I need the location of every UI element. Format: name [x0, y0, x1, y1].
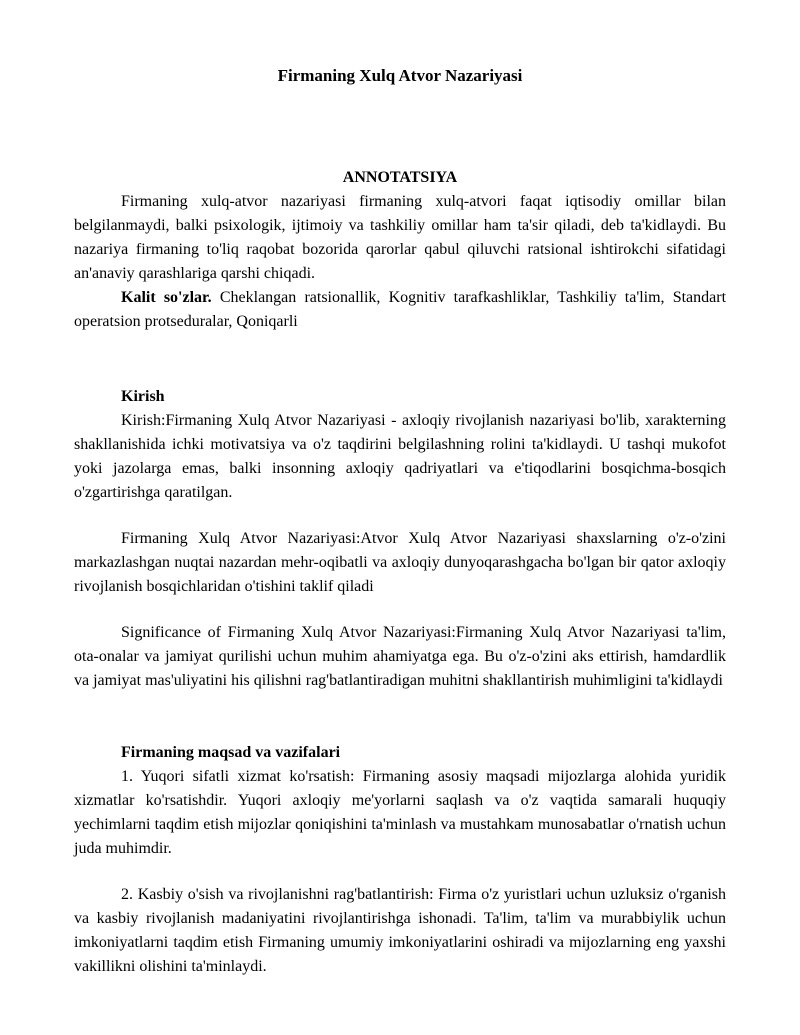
keywords-paragraph	[74, 286, 726, 334]
intro-paragraph-3: Significance of Firmaning Xulq Atvor Nazariyasi:Firmaning Xulq Atvor Nazariyasi ta'lim, ota-onalar va jamiyat qurilishi uchun muhim ahamiyatga ega. Bu o'z-o'zini aks ettirish, hamdardlik va jamiyat mas'uliyatini his qilishni rag'batlantiradigan muhitni shakllantirish muhimligini ta'kidlaydi	[74, 624, 726, 689]
annotation-text: Firmaning xulq-atvor nazariyasi firmaning xulq-atvori faqat iqtisodiy omillar bilan belgilanmaydi, balki psixologik, ijtimoiy va tashkiliy omillar ham ta'sir qiladi, deb ta'kidlaydi. Bu nazariya firmaning to'liq raqobat bozorida qarorlar qabul qiluvchi ratsional ishtirokchi sifatidagi an'anaviy qarashlariga qarshi chiqadi.	[74, 193, 726, 282]
document-title: Firmaning Xulq Atvor Nazariyasi	[277, 66, 523, 85]
intro-paragraph-1: Kirish:Firmaning Xulq Atvor Nazariyasi - axloqiy rivojlanish nazariyasi bo'lib, xarakterning shakllanishida ichki motivatsiya va o'z taqdirini belgilashning rolini ta'kidlaydi. U tashqi mukofot yoki jazolarga emas, balki insonning axloqiy qadriyatlari va e'tiqodlarini bosqichma-bosqich o'zgartirishga qaratilgan.	[74, 412, 726, 501]
annotation-heading: ANNOTATSIYA	[342, 169, 458, 186]
goals-paragraph-1: 1. Yuqori sifatli xizmat ko'rsatish: Firmaning asosiy maqsadi mijozlarga alohida yuridik xizmatlar ko'rsatishdir. Yuqori axloqiy me'yorlarni saqlash va o'z vaqtida samarali huquqiy yechimlarni taqdim etish mijozlar qoniqishini ta'minlash va mustahkam munosabatlar o'rnatish uchun juda muhimdir.	[74, 768, 726, 857]
goals-paragraph-2: 2. Kasbiy o'sish va rivojlanishni rag'batlantirish: Firma o'z yuristlari uchun uzluksiz o'rganish va kasbiy rivojlanish madaniyatini rivojlantirishga ishonadi. Ta'lim, ta'lim va murabbiylik uchun imkoniyatlarni taqdim etish Firmaning umumiy imkoniyatlarini oshiradi va mijozlarning eng yaxshi vakillikni olishini ta'minlaydi.	[74, 886, 726, 975]
goals-section	[74, 741, 726, 979]
annotation-section	[74, 190, 726, 334]
keywords-text: Cheklangan ratsionallik, Kognitiv tarafkashliklar, Tashkiliy ta'lim, Standart operatsion protseduralar, Qoniqarli	[74, 289, 727, 330]
intro-paragraph-2: Firmaning Xulq Atvor Nazariyasi:Atvor Xulq Atvor Nazariyasi shaxslarning o'z-o'zini markazlashgan nuqtai nazardan mehr-oqibatli va axloqiy dunyoqarashgacha bo'lgan bir qator axloqiy rivojlanish bosqichlaridan o'tishini taklif qiladi	[74, 530, 726, 595]
goals-heading: Firmaning maqsad va vazifalari	[121, 744, 341, 761]
intro-section	[74, 385, 726, 693]
intro-heading: Kirish	[121, 388, 165, 405]
keywords-label: Kalit so'zlar.	[121, 289, 212, 306]
